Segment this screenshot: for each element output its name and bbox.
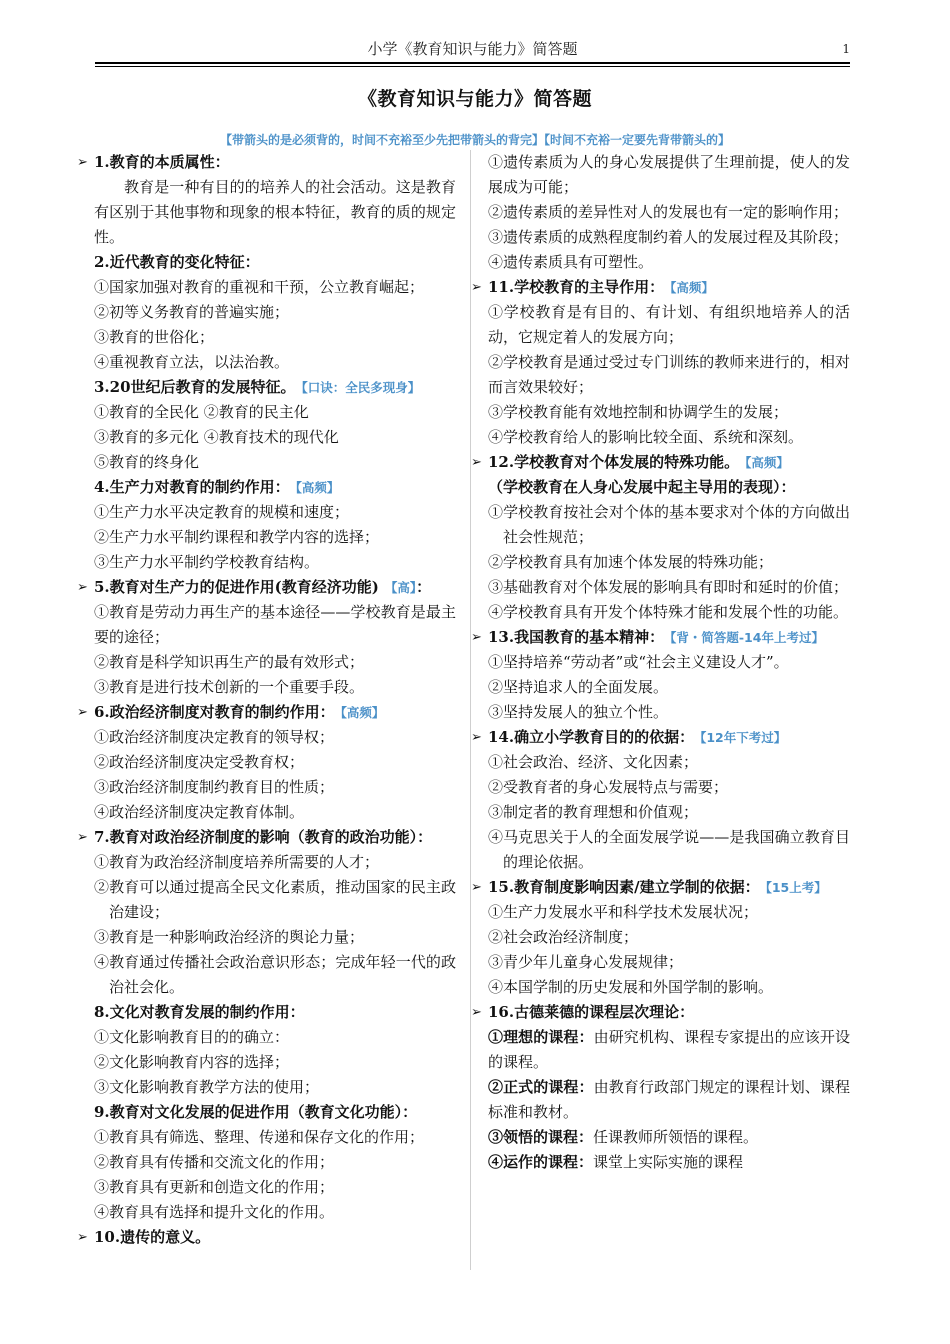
section [77, 150, 456, 250]
section-heading [94, 475, 456, 500]
section-heading [471, 450, 850, 475]
section [94, 1000, 456, 1100]
section-heading-text: 14.确立小学教育目的的依据： [488, 728, 695, 746]
list-item: ①国家加强对教育的重视和干预，公立教育崛起； [94, 278, 425, 296]
list-item-lead: ③领悟的课程： [488, 1128, 594, 1146]
list-item-text: 课堂上实际实施的课程 [593, 1153, 744, 1171]
left-column [77, 150, 456, 1250]
section-heading-text: 4.生产力对教育的制约作用： [94, 478, 290, 496]
arrow-marker-icon: ➢ [471, 455, 482, 470]
section [471, 875, 850, 1000]
list-item-text: 任课教师所领悟的课程。 [593, 1128, 759, 1146]
list-item: ②社会政治经济制度； [488, 928, 639, 946]
list-item [488, 1025, 850, 1075]
section [94, 250, 456, 375]
section [77, 700, 456, 825]
list-item: ②学校教育具有加速个体发展的特殊功能； [488, 553, 774, 571]
frequency-tag: 【高频】 [670, 280, 714, 295]
list-item: ④马克思关于人的全面发展学说——是我国确立教育目的理论依据。 [488, 828, 850, 871]
section-heading [471, 625, 850, 650]
list-item: ③青少年儿童身心发展规律； [488, 953, 684, 971]
list-item [488, 1125, 850, 1150]
list-item: ③基础教育对个体发展的影响具有即时和延时的价值； [488, 578, 849, 596]
list-item: ①遗传素质为人的身心发展提供了生理前提，使人的发展成为可能； [488, 153, 850, 196]
list-item: ④学校教育给人的影响比较全面、系统和深刻。 [488, 428, 804, 446]
list-item: ①生产力水平决定教育的规模和速度； [94, 503, 350, 521]
section-heading-text: 9.教育对文化发展的促进作用（教育文化功能）： [94, 1103, 418, 1121]
page-number: 1 [842, 42, 850, 56]
list-item: ④遗传素质具有可塑性。 [488, 253, 654, 271]
section-heading [77, 575, 456, 600]
arrow-marker-icon: ➢ [77, 1230, 88, 1245]
section-heading [471, 1000, 850, 1025]
list-item: ①教育为政治经济制度培养所需要的人才； [94, 853, 380, 871]
list-item: ④教育具有选择和提升文化的作用。 [94, 1203, 335, 1221]
arrow-marker-icon: ➢ [77, 830, 88, 845]
section-heading [471, 275, 850, 300]
arrow-marker-icon: ➢ [77, 155, 88, 170]
section-heading-suffix: ： [416, 578, 432, 596]
list-item-text: 由教育行政部门规定的课程计划、课程标准和教材。 [488, 1078, 850, 1121]
running-title: 小学《教育知识与能力》简答题 [367, 40, 578, 58]
arrow-marker-icon: ➢ [77, 705, 88, 720]
section-heading [94, 1100, 456, 1125]
column-divider [470, 150, 471, 1270]
list-item: ①社会政治、经济、文化因素； [488, 753, 699, 771]
frequency-tag: 【口诀：全民多现身】 [301, 380, 421, 395]
section [488, 150, 850, 275]
list-item: ③遗传素质的成熟程度制约着人的发展过程及其阶段； [488, 228, 849, 246]
list-item-lead: ④运作的课程： [488, 1153, 594, 1171]
section-heading-text: 12.学校教育对个体发展的特殊功能。 [488, 453, 740, 471]
section-heading-text: 6.政治经济制度对教育的制约作用： [94, 703, 335, 721]
list-item: ③教育的多元化 ④教育技术的现代化 [94, 428, 339, 446]
section [471, 625, 850, 725]
list-item: ①政治经济制度决定教育的领导权； [94, 728, 335, 746]
arrow-marker-icon: ➢ [471, 880, 482, 895]
section-heading-text: 11.学校教育的主导作用： [488, 278, 665, 296]
section [77, 575, 456, 700]
section [471, 1000, 850, 1175]
list-item: ②遗传素质的差异性对人的发展也有一定的影响作用； [488, 203, 849, 221]
list-item: ②教育可以通过提高全民文化素质，推动国家的民主政治建设； [94, 878, 456, 921]
section-heading-text: 16.古德莱德的课程层次理论： [488, 1003, 695, 1021]
section [471, 275, 850, 450]
list-item: ①坚持培养“劳动者”或“社会主义建设人才”。 [488, 653, 789, 671]
section [94, 475, 456, 575]
list-item [488, 1075, 850, 1125]
list-item: ②初等义务教育的普遍实施； [94, 303, 290, 321]
list-item [488, 1150, 850, 1175]
list-item: ①学校教育按社会对个体的基本要求对个体的方向做出社会性规范； [488, 503, 850, 546]
list-item: ③教育是一种影响政治经济的舆论力量； [94, 928, 365, 946]
section-heading [77, 825, 456, 850]
list-item: ①文化影响教育目的的确立： [94, 1028, 290, 1046]
header-rule-thick [95, 62, 850, 64]
list-item: ③文化影响教育教学方法的使用； [94, 1078, 320, 1096]
section-heading [94, 375, 456, 400]
section [471, 450, 850, 625]
list-item-lead: ①理想的课程： [488, 1028, 594, 1046]
section-heading-text: 8.文化对教育发展的制约作用： [94, 1003, 305, 1021]
list-item-lead: ②正式的课程： [488, 1078, 594, 1096]
list-item: ①教育具有筛选、整理、传递和保存文化的作用； [94, 1128, 425, 1146]
arrow-marker-icon: ➢ [77, 580, 88, 595]
section [77, 825, 456, 1000]
list-item: ①学校教育是有目的、有计划、有组织地培养人的活动，它规定着人的发展方向； [488, 303, 850, 346]
list-item: ④学校教育具有开发个体特殊才能和发展个性的功能。 [488, 603, 849, 621]
list-item: ③学校教育能有效地控制和协调学生的发展； [488, 403, 789, 421]
list-item: ③教育具有更新和创造文化的作用； [94, 1178, 335, 1196]
list-item: ⑤教育的终身化 [94, 453, 200, 471]
section-heading [94, 1000, 456, 1025]
section-heading [77, 150, 456, 175]
section-heading [471, 875, 850, 900]
list-item: ③制定者的教育理想和价值观； [488, 803, 699, 821]
section-heading [77, 700, 456, 725]
frequency-tag: 【高频】 [340, 705, 385, 720]
list-item: ④政治经济制度决定教育体制。 [94, 803, 305, 821]
list-item: ①教育的全民化 ②教育的民主化 [94, 403, 309, 421]
frequency-tag: 【高频】 [295, 480, 340, 495]
list-item-text: 由研究机构、课程专家提出的应该开设的课程。 [488, 1028, 850, 1071]
list-item: ②学校教育是通过受过专门训练的教师来进行的，相对而言效果较好； [488, 353, 850, 396]
arrow-marker-icon: ➢ [471, 630, 482, 645]
list-item: ②受教育者的身心发展特点与需要； [488, 778, 729, 796]
frequency-tag: 【12年下考过】 [700, 730, 787, 745]
list-item: ③政治经济制度制约教育目的性质； [94, 778, 335, 796]
document-title: 《教育知识与能力》简答题 [357, 88, 592, 110]
header-rule-thin [95, 66, 850, 67]
section-heading-text: 13.我国教育的基本精神： [488, 628, 665, 646]
running-header [95, 34, 850, 62]
right-column [471, 150, 850, 1175]
list-item: ①教育是劳动力再生产的基本途径——学校教育是最主要的途径； [94, 603, 456, 646]
list-item: ④教育通过传播社会政治意识形态；完成年轻一代的政治社会化。 [94, 953, 456, 996]
list-item: ④重视教育立法，以法治教。 [94, 353, 290, 371]
section-heading-text: 5.教育对生产力的促进作用(教育经济功能) [94, 578, 379, 596]
list-item: ②文化影响教育内容的选择； [94, 1053, 290, 1071]
section-heading-text: 10.遗传的意义。 [94, 1228, 211, 1246]
section-heading-text: 2.近代教育的变化特征： [94, 253, 260, 271]
frequency-tag: 【15上考】 [765, 880, 827, 895]
section [94, 1100, 456, 1225]
study-note: 【带箭头的是必须背的，时间不充裕至少先把带箭头的背完】【时间不充裕一定要先背带箭头的】 [219, 133, 730, 147]
section [471, 725, 850, 875]
arrow-marker-icon: ➢ [471, 280, 482, 295]
section-heading-text: 15.教育制度影响因素/建立学制的依据： [488, 878, 760, 896]
section-paragraph: 教育是一种有目的的培养人的社会活动。这是教育有区别于其他事物和现象的根本特征，教育的质的规定性。 [94, 178, 456, 246]
list-item: ④本国学制的历史发展和外国学制的影响。 [488, 978, 774, 996]
list-item: ①生产力发展水平和科学技术发展状况； [488, 903, 759, 921]
section-heading-text: 1.教育的本质属性： [94, 153, 230, 171]
section-subheading: （学校教育在人身心发展中起主导用的表现）： [488, 478, 796, 496]
list-item: ③教育的世俗化； [94, 328, 215, 346]
section-heading-text: 3.20世纪后教育的发展特征。 [94, 378, 296, 396]
arrow-marker-icon: ➢ [471, 1005, 482, 1020]
list-item: ②政治经济制度决定受教育权； [94, 753, 305, 771]
frequency-tag: 【高频】 [745, 455, 789, 470]
section [77, 1225, 456, 1250]
list-item: ③生产力水平制约学校教育结构。 [94, 553, 320, 571]
list-item: ②坚持追求人的全面发展。 [488, 678, 669, 696]
list-item: ②教育具有传播和交流文化的作用； [94, 1153, 335, 1171]
arrow-marker-icon: ➢ [471, 730, 482, 745]
list-item: ②教育是科学知识再生产的最有效形式； [94, 653, 365, 671]
list-item: ③坚持发展人的独立个性。 [488, 703, 669, 721]
section-heading [94, 250, 456, 275]
list-item: ②生产力水平制约课程和教学内容的选择； [94, 528, 380, 546]
section-heading [471, 725, 850, 750]
section-heading [77, 1225, 456, 1250]
frequency-tag: 【背・简答题-14年上考过】 [670, 630, 824, 645]
section-heading-text: 7.教育对政治经济制度的影响（教育的政治功能）： [94, 828, 433, 846]
list-item: ③教育是进行技术创新的一个重要手段。 [94, 678, 365, 696]
frequency-tag: 【高】 [384, 580, 417, 595]
section [94, 375, 456, 475]
